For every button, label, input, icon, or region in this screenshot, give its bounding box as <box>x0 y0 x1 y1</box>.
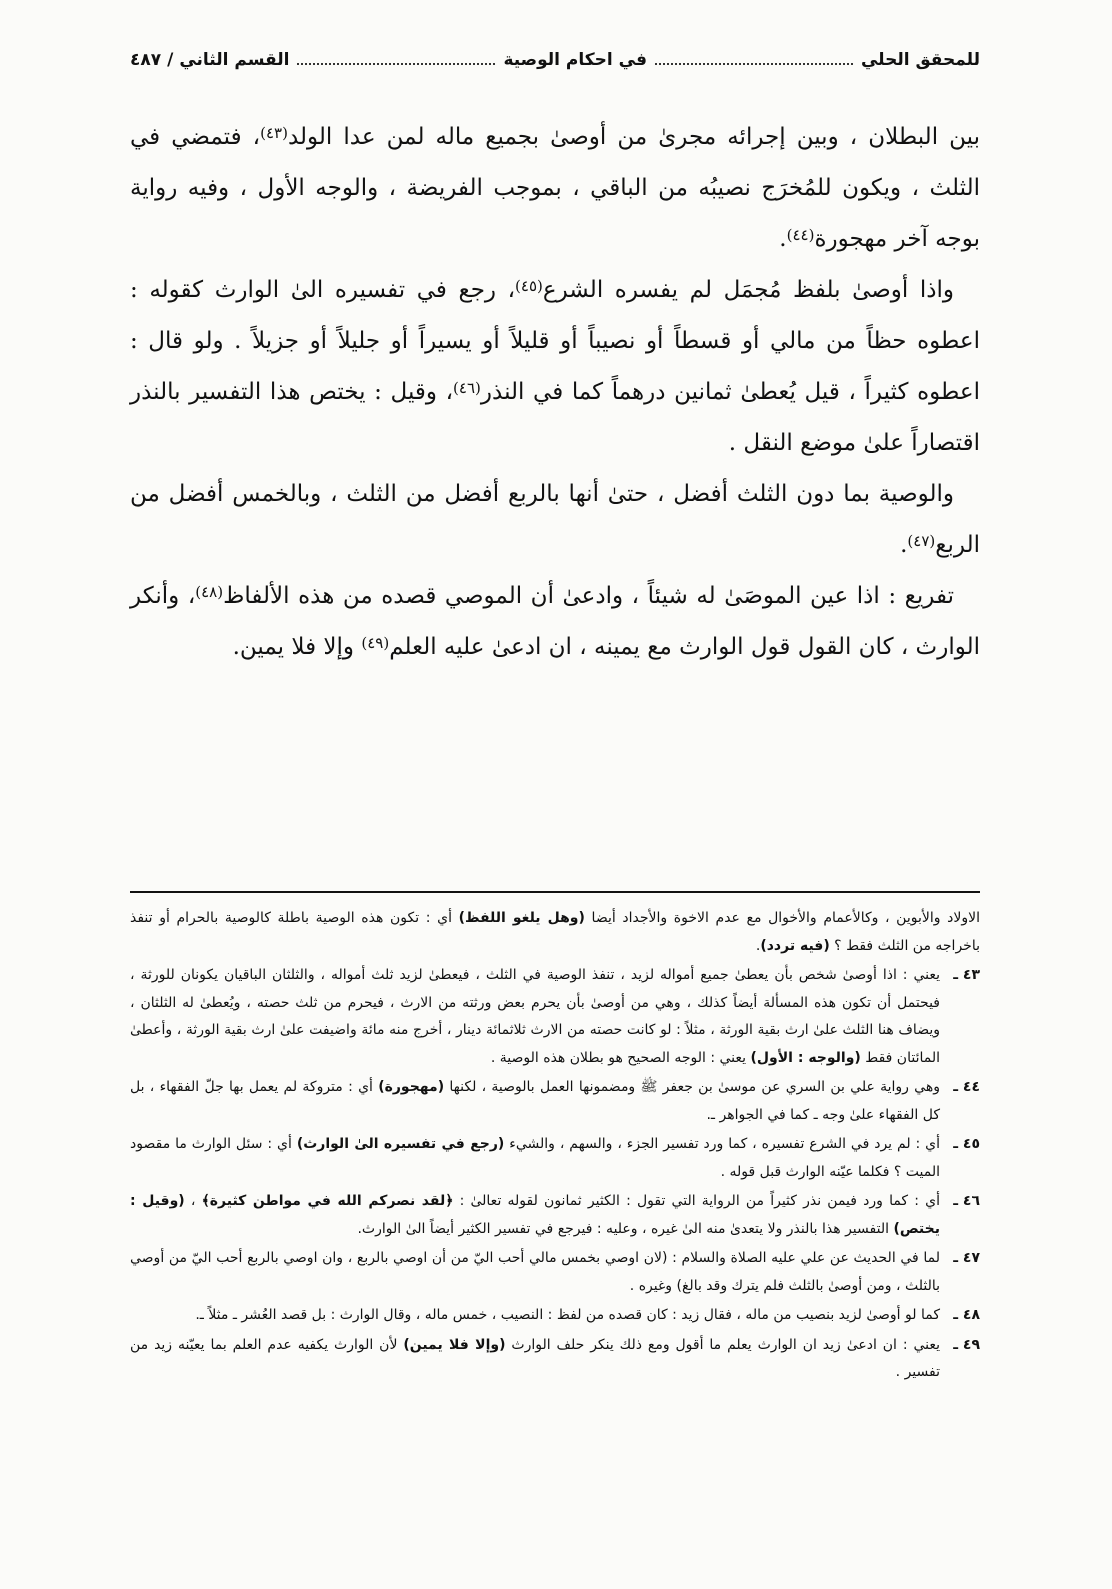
paragraph-2: واذا أوصىٰ بلفظ مُجمَل لم يفسره الشرع$^{(٤٥)}$، رجع في تفسيره الىٰ الوارث كقوله : اعطوه حظاً من مالي أو قسطاً أو نصيباً أو قليلاً أو يسيراً أو جليلاً أو جزيلاً . ولو قال : اعطوه كثيراً ، قيل يُعطىٰ ثمانين درهماً كما في النذر$^{(٤٦)}$، وقيل : يختص هذا التفسير بالنذر اقتصاراً علىٰ موضع النقل . <box>130 277 980 456</box>
footnote-44: ٤٤ ـوهي رواية علي بن السري عن موسىٰ بن جعفر ﷺ ومضمونها العمل بالوصية ، لكنها (مهجورة) أي : متروكة لم يعمل بها جلّ الفقهاء ، بل كل الفقهاء علىٰ وجه ـ كما في الجواهر ـ. <box>130 1074 980 1129</box>
footnote-ref-45[interactable]: (٤٥) <box>515 277 543 295</box>
footnote-number: ٤٤ ـ <box>953 1079 980 1095</box>
footnote-ref-47[interactable]: (٤٧) <box>907 532 936 550</box>
footnote-43: ٤٣ ـيعني : اذا أوصىٰ شخص بأن يعطىٰ جميع أمواله لزيد ، تنفذ الوصية في الثلث ، فيعطىٰ لزيد ثلث أمواله ، والثلثان الباقيان يكونان للورثة ، فيحتمل أن تكون هذه المسألة أيضاً كذلك ، وهي من أوصىٰ بأن يحرم بعض ورثته من الارث ، فيحرم من ثلث حصته ، ويُعطىٰ له الثلثان ، ويضاف هنا الثلث علىٰ ارث بقية الورثة ، مثلاً : لو كانت حصته من الارث ثلاثمائة دينار ، أخرج منه مائة واضيفت علىٰ ارث بقية الورثة ، وأعطىٰ المائتان فقط (والوجه : الأول) يعني : الوجه الصحيح هو بطلان هذه الوصية . <box>130 962 980 1072</box>
footnote-number: ٤٥ ـ <box>953 1136 980 1152</box>
footnote-ref-46[interactable]: (٤٦) <box>453 379 481 397</box>
footnote-ref-44[interactable]: (٤٤) <box>786 226 815 244</box>
footnote-number: ٤٧ ـ <box>953 1250 980 1266</box>
main-text <box>130 112 980 673</box>
footnote-continued: الاولاد والأبوين ، وكالأعمام والأخوال مع عدم الاخوة والأجداد أيضا (وهل يلغو اللفظ) أي : تكون هذه الوصية باطلة كالوصية بالحرام أو تنفذ باخراجه من الثلث فقط ؟ (فيه تردد). <box>130 910 980 954</box>
footnote-number: ٤٦ ـ <box>953 1193 980 1209</box>
paragraph-3: والوصية بما دون الثلث أفضل ، حتىٰ أنها بالربع أفضل من الثلث ، وبالخمس أفضل من الربع$^{(٤٧)}$. <box>130 481 980 558</box>
footnote-46: ٤٦ ـأي : كما ورد فيمن نذر كثيراً من الرواية التي تقول : الكثير ثمانون لقوله تعالىٰ : ﴿لقد نصركم الله في مواطن كثيرة﴾ ، (وقيل : يختص) التفسير هذا بالنذر ولا يتعدىٰ منه الىٰ غيره ، وعليه : فيرجع في تفسير الكثير أيضاً الىٰ الوارث. <box>130 1188 980 1243</box>
footnote-separator <box>130 891 980 893</box>
footnote-49: ٤٩ ـيعني : ان ادعىٰ زيد ان الوارث يعلم ما أقول ومع ذلك ينكر حلف الوارث (وإلا فلا يمين) لأن الوارث يكفيه عدم العلم بما يعيّنه زيد من تفسير . <box>130 1332 980 1387</box>
paragraph-4: تفريع : اذا عين الموصَىٰ له شيئاً ، وادعىٰ أن الموصي قصده من هذه الألفاظ$^{(٤٨)}$، وأنكر الوارث ، كان القول قول الوارث مع يمينه ، ان ادعىٰ عليه العلم$^{(٤٩)}$ وإلا فلا يمين. <box>130 583 980 660</box>
page-number: ٤٨٧ <box>129 50 162 70</box>
footnote-45: ٤٥ ـأي : لم يرد في الشرع تفسيره ، كما ورد تفسير الجزء ، والسهم ، والشيء (رجع في تفسيره الىٰ الوارث) أي : سئل الوارث ما مقصود الميت ؟ فكلما عيّنه الوارث قبل قوله . <box>130 1131 980 1186</box>
header-leader-dots <box>297 63 495 65</box>
header-chapter: في احكام الوصية <box>503 50 647 70</box>
footnote-ref-43[interactable]: (٤٣) <box>260 124 288 142</box>
header-leader-dots <box>655 63 853 65</box>
header-section: القسم الثاني <box>179 50 290 70</box>
footnote-ref-48[interactable]: (٤٨) <box>195 583 224 601</box>
footnote-ref-49[interactable]: (٤٩) <box>361 634 390 652</box>
footnote-number: ٤٩ ـ <box>953 1336 980 1353</box>
paragraph-1: بين البطلان ، وبين إجرائه مجرىٰ من أوصىٰ بجميع ماله لمن عدا الولد$^{(٤٣)}$، فتمضي في الثلث ، ويكون للمُخرَج نصيبُه من الباقي ، بموجب الفريضة ، والوجه الأول ، وفيه رواية بوجه آخر مهجورة$^{(٤٤)}$. <box>130 124 981 252</box>
footnotes <box>130 905 980 1389</box>
running-header <box>130 40 980 80</box>
header-author: للمحقق الحلي <box>860 50 980 70</box>
footnote-48: ٤٨ ـكما لو أوصىٰ لزيد بنصيب من ماله ، فقال زيد : كان قصده من لفظ : النصيب ، خمس ماله ، وقال الوارث : بل قصد العُشر ـ مثلاً ـ. <box>130 1302 980 1330</box>
footnote-number: ٤٨ ـ <box>953 1307 980 1323</box>
header-page-info <box>130 50 289 70</box>
footnote-number: ٤٣ ـ <box>953 967 980 983</box>
footnote-47: ٤٧ ـلما في الحديث عن علي عليه الصلاة والسلام : (لان اوصي بخمس مالي أحب اليّ من أن اوصي بالربع ، وان اوصي بالربع أحب اليّ من أوصي بالثلث ، ومن أوصىٰ بالثلث فلم يترك وقد بالغ) وغيره . <box>130 1245 980 1300</box>
header-separator: / <box>167 50 174 70</box>
